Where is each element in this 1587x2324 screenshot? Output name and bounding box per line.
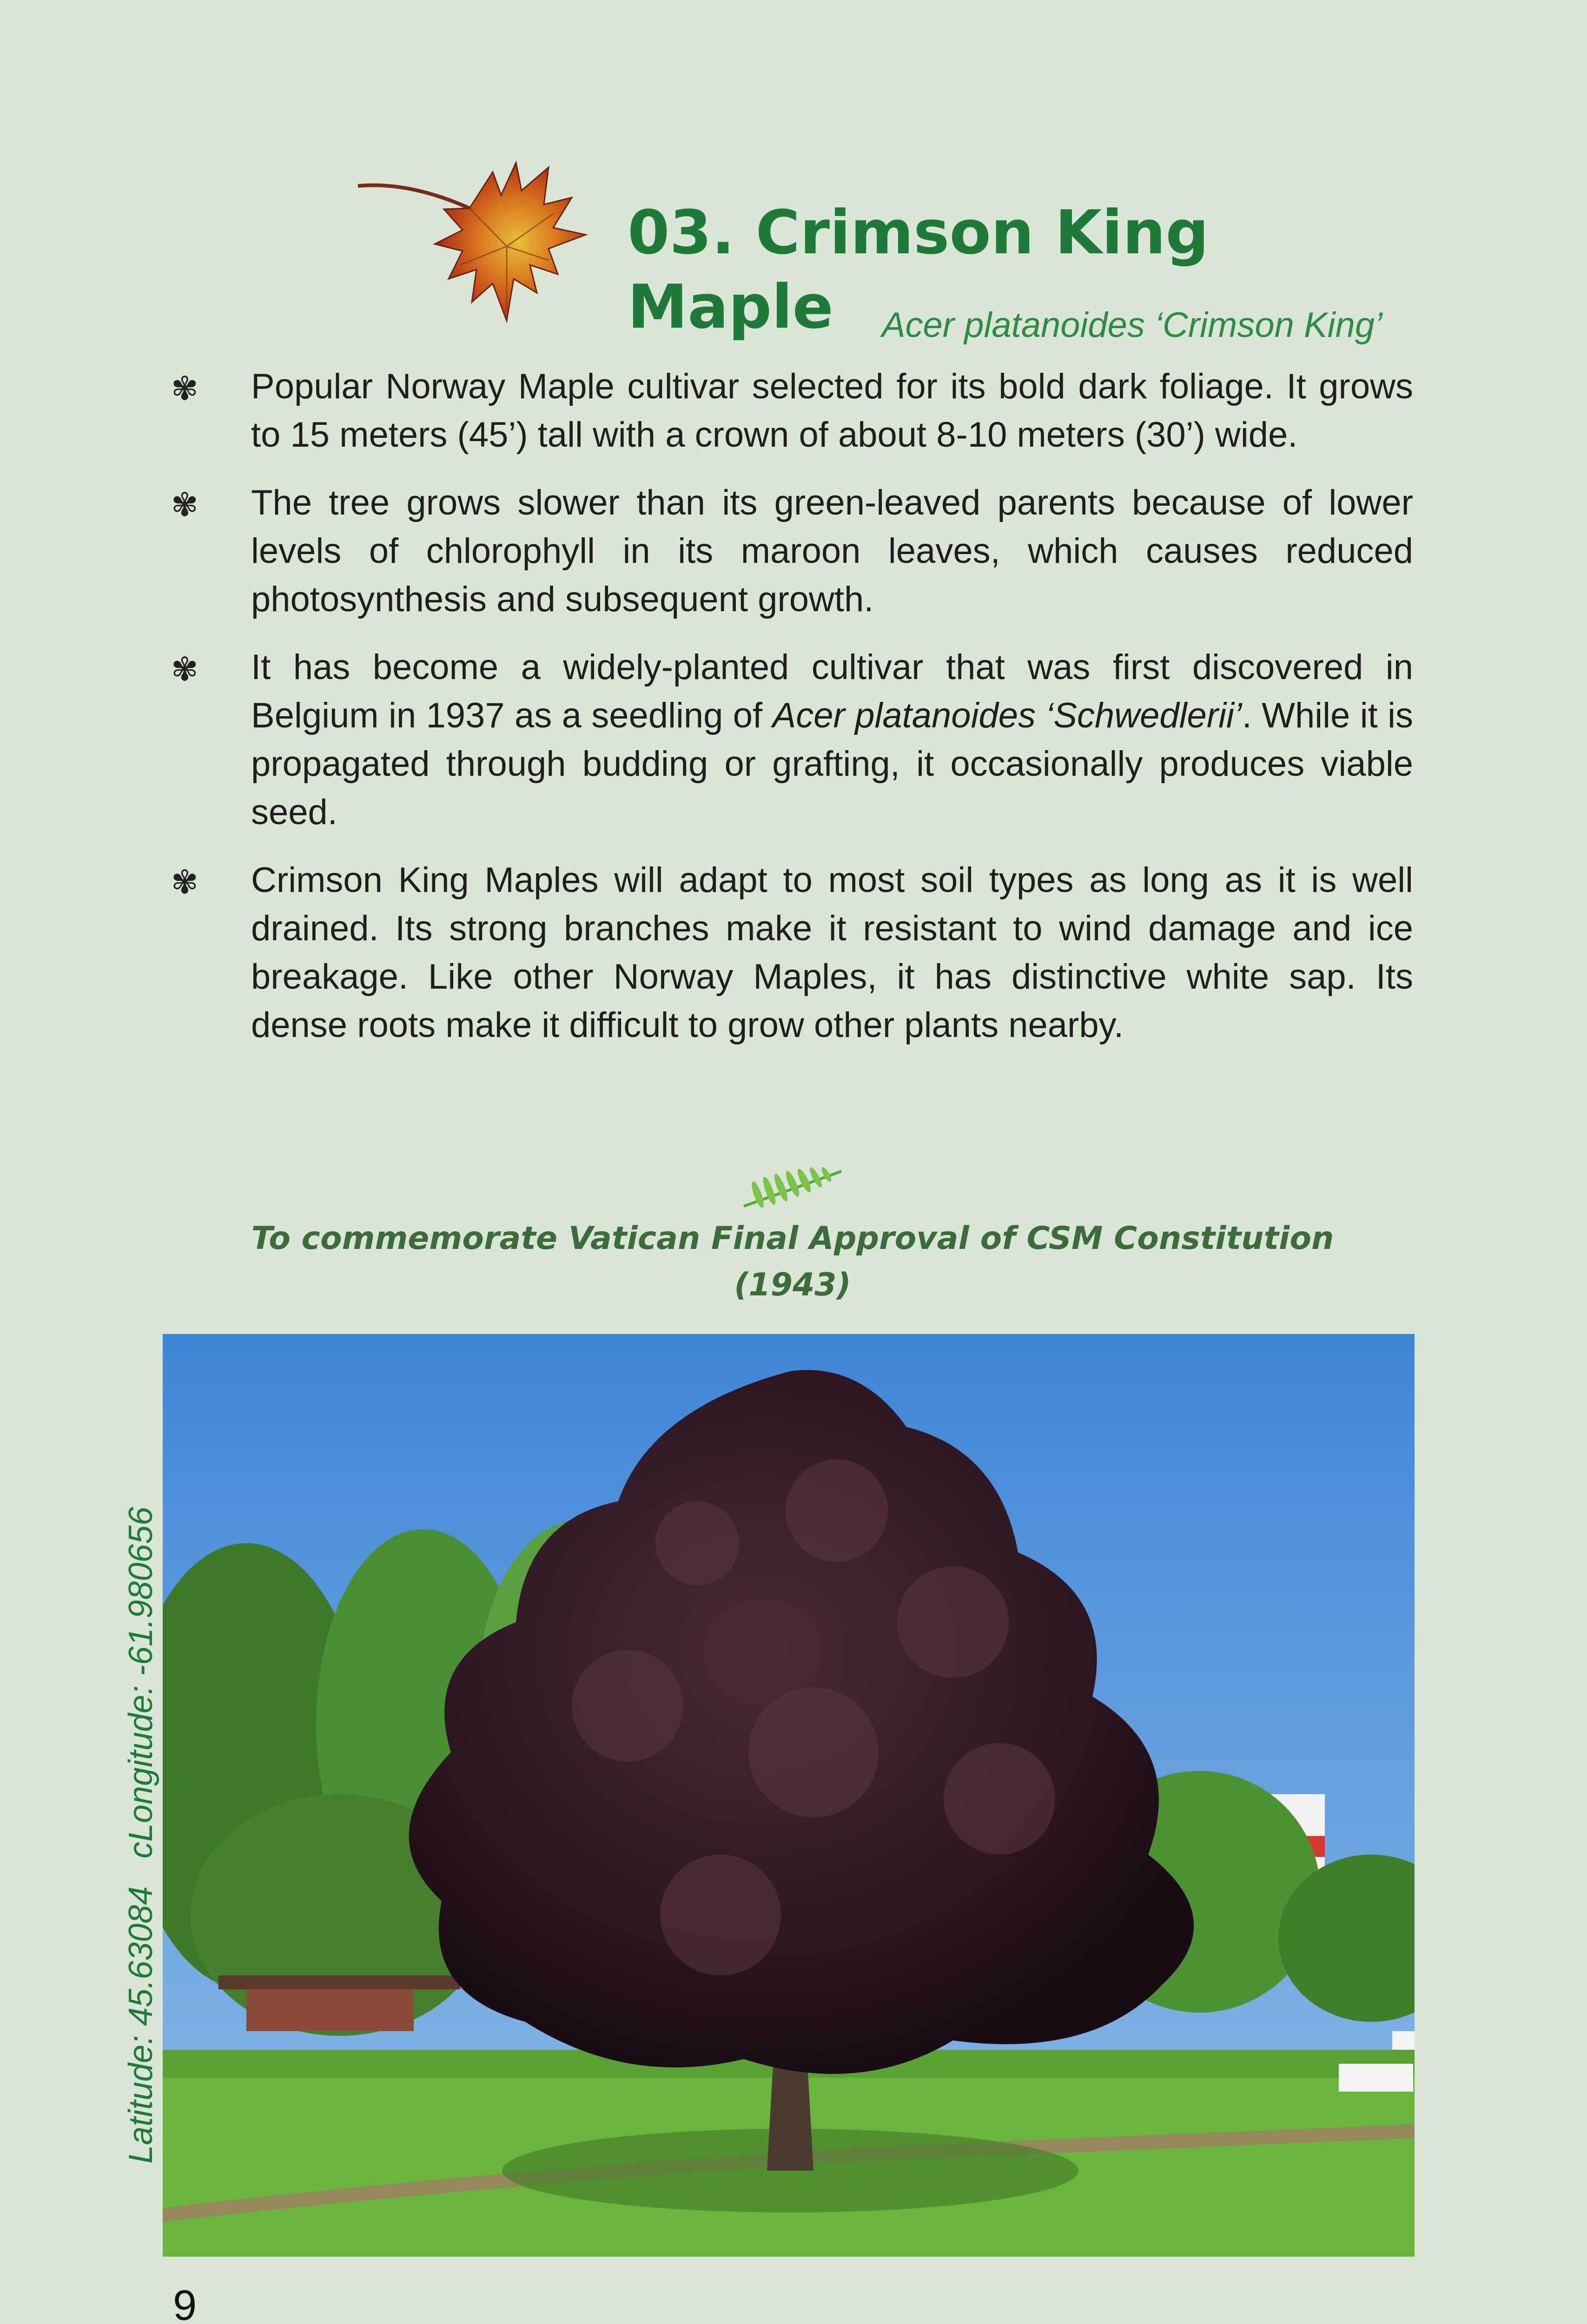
- flower-bullet-icon: ✾: [171, 650, 198, 688]
- dedication: [200, 1215, 1385, 1308]
- fact-item: [167, 643, 1413, 837]
- cultivar-name: Acer platanoides ‘Schwedlerii’: [772, 696, 1242, 735]
- page-title: 03. Crimson King Maple: [628, 197, 1209, 342]
- longitude: cLongitude: -61.980656: [122, 1506, 159, 1859]
- gps-coordinates: [115, 1397, 166, 2164]
- fact-text: Crimson King Maples will adapt to most soil types as long as it is well drained. Its strong branches make it resistant to wind damage and ice breakage. Like other Norway Maples, it has distinctive white sap. Its dense roots make it difficult to grow other plants nearby.: [251, 860, 1413, 1045]
- dedication-year: (1943): [734, 1267, 851, 1303]
- latitude: Latitude: 45.63084: [122, 1886, 159, 2164]
- fact-item: [167, 856, 1413, 1050]
- fact-list: [167, 363, 1413, 1069]
- dedication-line: To commemorate Vatican Final Approval of CSM Constitution: [251, 1220, 1334, 1257]
- fact-text-start: It has become a widely-planted cultivar that was first discovered in Belgium in 1937 as a seedling of: [251, 647, 1413, 735]
- fact-text: Popular Norway Maple cultivar selected for its bold dark foliage. It grows to 15 meters (45’) tall with a crown of about 8-10 meters (30’) wide.: [251, 367, 1413, 455]
- flower-bullet-icon: ✾: [171, 370, 198, 408]
- flower-bullet-icon: ✾: [171, 486, 198, 524]
- scientific-name: Acer platanoides ‘Crimson King’: [881, 305, 1382, 345]
- fact-text-end: . While it is propagated through budding or grafting, it occasionally produces viable seed.: [251, 696, 1413, 832]
- flower-bullet-icon: ✾: [171, 863, 198, 901]
- fact-item: [167, 479, 1413, 624]
- page-number: 9: [173, 2282, 197, 2324]
- fact-text: [251, 643, 1413, 837]
- maple-leaf-icon: [353, 153, 628, 330]
- fern-sprig-icon: [739, 1162, 846, 1218]
- tree-photo-image: [163, 1334, 1415, 2257]
- tree-photo: [163, 1334, 1415, 2257]
- fact-item: [167, 363, 1413, 459]
- fact-text: The tree grows slower than its green-leaved parents because of lower levels of chlorophyll in its maroon leaves, which causes reduced photosynthesis and subsequent growth.: [251, 483, 1413, 619]
